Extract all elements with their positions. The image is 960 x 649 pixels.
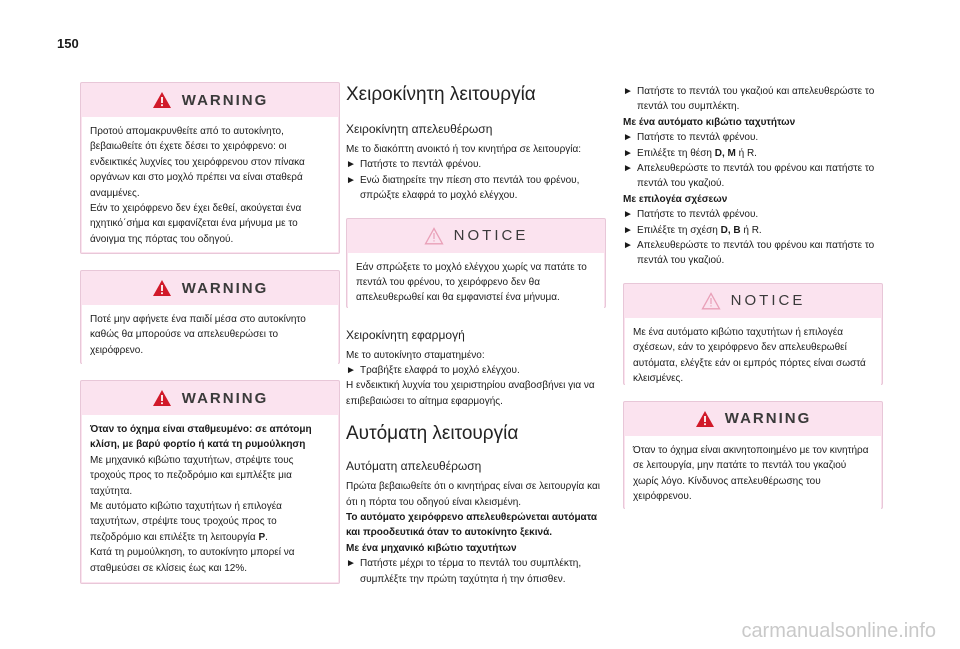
subsection-title: Χειροκίνητη απελευθέρωση	[346, 122, 493, 136]
warning-title: WARNING	[181, 279, 269, 297]
page-number: 150	[57, 36, 79, 51]
warning-header	[624, 402, 882, 436]
list-item: ► Τραβήξτε ελαφρά το μοχλό ελέγχου.	[346, 363, 606, 378]
warning-text: Όταν το όχημα είναι ακινητοποιημένο με τον κινητήρα σε λειτουργία, μην πατάτε το πεντάλ του γκαζιού χωρίς λόγο. Κίνδυνος απελευθέρωσης του χειρόφρενου.	[633, 444, 869, 503]
subsection-title: Αυτόματη απελευθέρωση	[346, 459, 482, 474]
warning-text: Ποτέ μην αφήνετε ένα παιδί μέσα στο αυτοκίνητο καθώς θα μπορούσε να απελευθερώσει το χειρόφρενο.	[90, 314, 306, 356]
notice-title: NOTICE	[730, 292, 806, 310]
step-arrow-icon: ►	[346, 365, 356, 377]
notice-text: Με ένα αυτόματο κιβώτιο ταχυτήτων ή επιλογέα σχέσεων, εάν το χειρόφρενο δεν απελευθερωθεί αυτόματα, ελέγξτε εάν οι εμπρός πόρτες είναι σωστά κλεισμένες.	[633, 326, 866, 385]
step-arrow-icon: ►	[623, 240, 633, 252]
column-3	[623, 84, 883, 509]
list-item: ► Απελευθερώστε το πεντάλ του φρένου και πατήστε το πεντάλ του γκαζιού.	[623, 238, 883, 269]
warning-body	[82, 117, 338, 252]
list-item: ► Πατήστε μέχρι το τέρμα το πεντάλ του συμπλέκτη, συμπλέξτε την πρώτη ταχύτητα ή την όπισθεν.	[346, 556, 606, 587]
step-arrow-icon: ►	[623, 163, 633, 175]
paragraph: Πρώτα βεβαιωθείτε ότι ο κινητήρας είναι σε λειτουργία και ότι η πόρτα του οδηγού είναι κλεισμένη.	[346, 481, 600, 508]
warning-bold-text: Όταν το όχημα είναι σταθμευμένο: σε απότομη κλίση, με βαρύ φορτίο ή κατά τη ρυμούλκηση	[90, 424, 312, 451]
warning-text: Με μηχανικό κιβώτιο ταχυτήτων, στρέψτε τους τροχούς προς το πεζοδρόμιο και εμπλέξτε μια ταχύτητα.	[90, 454, 294, 497]
list-item: ► Πατήστε το πεντάλ φρένου.	[623, 207, 883, 222]
warning-box	[80, 82, 340, 254]
warning-title: WARNING	[181, 389, 269, 407]
list-item: ► Επιλέξτε τη θέση D, M ή R.	[623, 146, 883, 161]
list-item: ► Απελευθερώστε το πεντάλ του φρένου και πατήστε το πεντάλ του γκαζιού.	[623, 161, 883, 192]
notice-body	[348, 253, 604, 308]
paragraph: Με το διακόπτη ανοικτό ή τον κινητήρα σε λειτουργία:	[346, 144, 582, 155]
warning-box	[623, 401, 883, 509]
list-item: ► Πατήστε το πεντάλ φρένου.	[346, 157, 606, 172]
warning-header	[81, 381, 339, 415]
paragraph: Η ενδεικτική λυχνία του χειριστηρίου αναβοσβήνει για να επιβεβαιώσει το αίτημα εφαρμογής.	[346, 380, 595, 407]
column-2	[346, 84, 606, 587]
notice-title: NOTICE	[453, 227, 529, 245]
list-item: ► Πατήστε το πεντάλ του γκαζιού και απελευθερώστε το πεντάλ του συμπλέκτη.	[623, 84, 883, 115]
warning-header	[81, 83, 339, 117]
warning-title: WARNING	[724, 410, 812, 428]
step-arrow-icon: ►	[623, 147, 633, 159]
step-arrow-icon: ►	[346, 558, 356, 570]
step-arrow-icon: ►	[623, 209, 633, 221]
bold-paragraph: Το αυτόματο χειρόφρενο απελευθερώνεται αυτόματα και προοδευτικά όταν το αυτοκίνητο ξεκινά.	[346, 512, 598, 539]
step-arrow-icon: ►	[346, 159, 356, 171]
column-1	[80, 82, 340, 584]
notice-box	[346, 218, 606, 308]
warning-text: Προτού απομακρυνθείτε από το αυτοκίνητο, βεβαιωθείτε ότι έχετε δέσει το χειρόφρενο: οι ενδεικτικές λυχνίες του χειρόφρενου στον πίνακα οργάνων και στο μοχλό πρέπει να είναι σταθερά αναμμένες.	[90, 126, 305, 199]
notice-header	[624, 284, 882, 318]
notice-text: Εάν σπρώξετε το μοχλό ελέγχου χωρίς να πατάτε το πεντάλ του φρένου, το χειρόφρενο δεν θα απελευθερωθεί και θα εμφανιστεί ένα μήνυμα.	[356, 261, 587, 304]
notice-box	[623, 283, 883, 385]
step-arrow-icon: ►	[623, 86, 633, 97]
warning-body	[625, 436, 881, 509]
subsection-title: Χειροκίνητη εφαρμογή	[346, 327, 465, 342]
paragraph: Με το αυτοκίνητο σταματημένο:	[346, 349, 485, 361]
warning-text: Κατά τη ρυμούλκηση, το αυτοκίνητο μπορεί να σταθμεύσει σε κλίσεις έως και 12%.	[90, 547, 295, 574]
list-item: ► Ενώ διατηρείτε την πίεση στο πεντάλ του φρένου, σπρώξτε ελαφρά το μοχλό ελέγχου.	[346, 173, 606, 204]
warning-triangle-icon	[695, 410, 715, 428]
list-item: ► Επιλέξτε τη σχέση D, B ή R.	[623, 223, 883, 238]
warning-header	[81, 271, 339, 305]
warning-triangle-icon	[152, 279, 172, 297]
list-item: ► Πατήστε το πεντάλ φρένου.	[623, 130, 883, 145]
bold-paragraph: Με ένα μηχανικό κιβώτιο ταχυτήτων	[346, 542, 517, 554]
step-arrow-icon: ►	[346, 174, 356, 186]
warning-text: Με αυτόματο κιβώτιο ταχυτήτων ή επιλογέα ταχυτήτων, στρέψτε τους τροχούς προς το πεζοδρόμιο και επιλέξτε τη λειτουργία P.	[90, 501, 282, 543]
warning-box	[80, 380, 340, 584]
notice-body	[625, 318, 881, 385]
warning-title: WARNING	[181, 91, 269, 109]
bold-paragraph: Με επιλογέα σχέσεων	[623, 193, 728, 205]
warning-body	[82, 305, 338, 364]
warning-triangle-icon	[152, 389, 172, 407]
notice-triangle-icon	[701, 292, 721, 310]
warning-body	[82, 415, 338, 582]
watermark: carmanualsonline.info	[741, 620, 936, 642]
warning-box	[80, 270, 340, 364]
warning-text: Εάν το χειρόφρενο δεν έχει δεθεί, ακούγεται ένα ηχητικό΄σήμα και εμφανίζεται ένα μήνυμα με το άνοιγμα της πόρτας του οδηγού.	[90, 203, 302, 245]
notice-header	[347, 219, 605, 253]
section-title: Χειροκίνητη λειτουργία	[346, 84, 536, 105]
step-arrow-icon: ►	[623, 224, 633, 236]
bold-paragraph: Με ένα αυτόματο κιβώτιο ταχυτήτων	[623, 116, 796, 128]
warning-triangle-icon	[152, 91, 172, 109]
step-arrow-icon: ►	[623, 132, 633, 144]
notice-triangle-icon	[424, 227, 444, 245]
section-title: Αυτόματη λειτουργία	[346, 423, 519, 445]
